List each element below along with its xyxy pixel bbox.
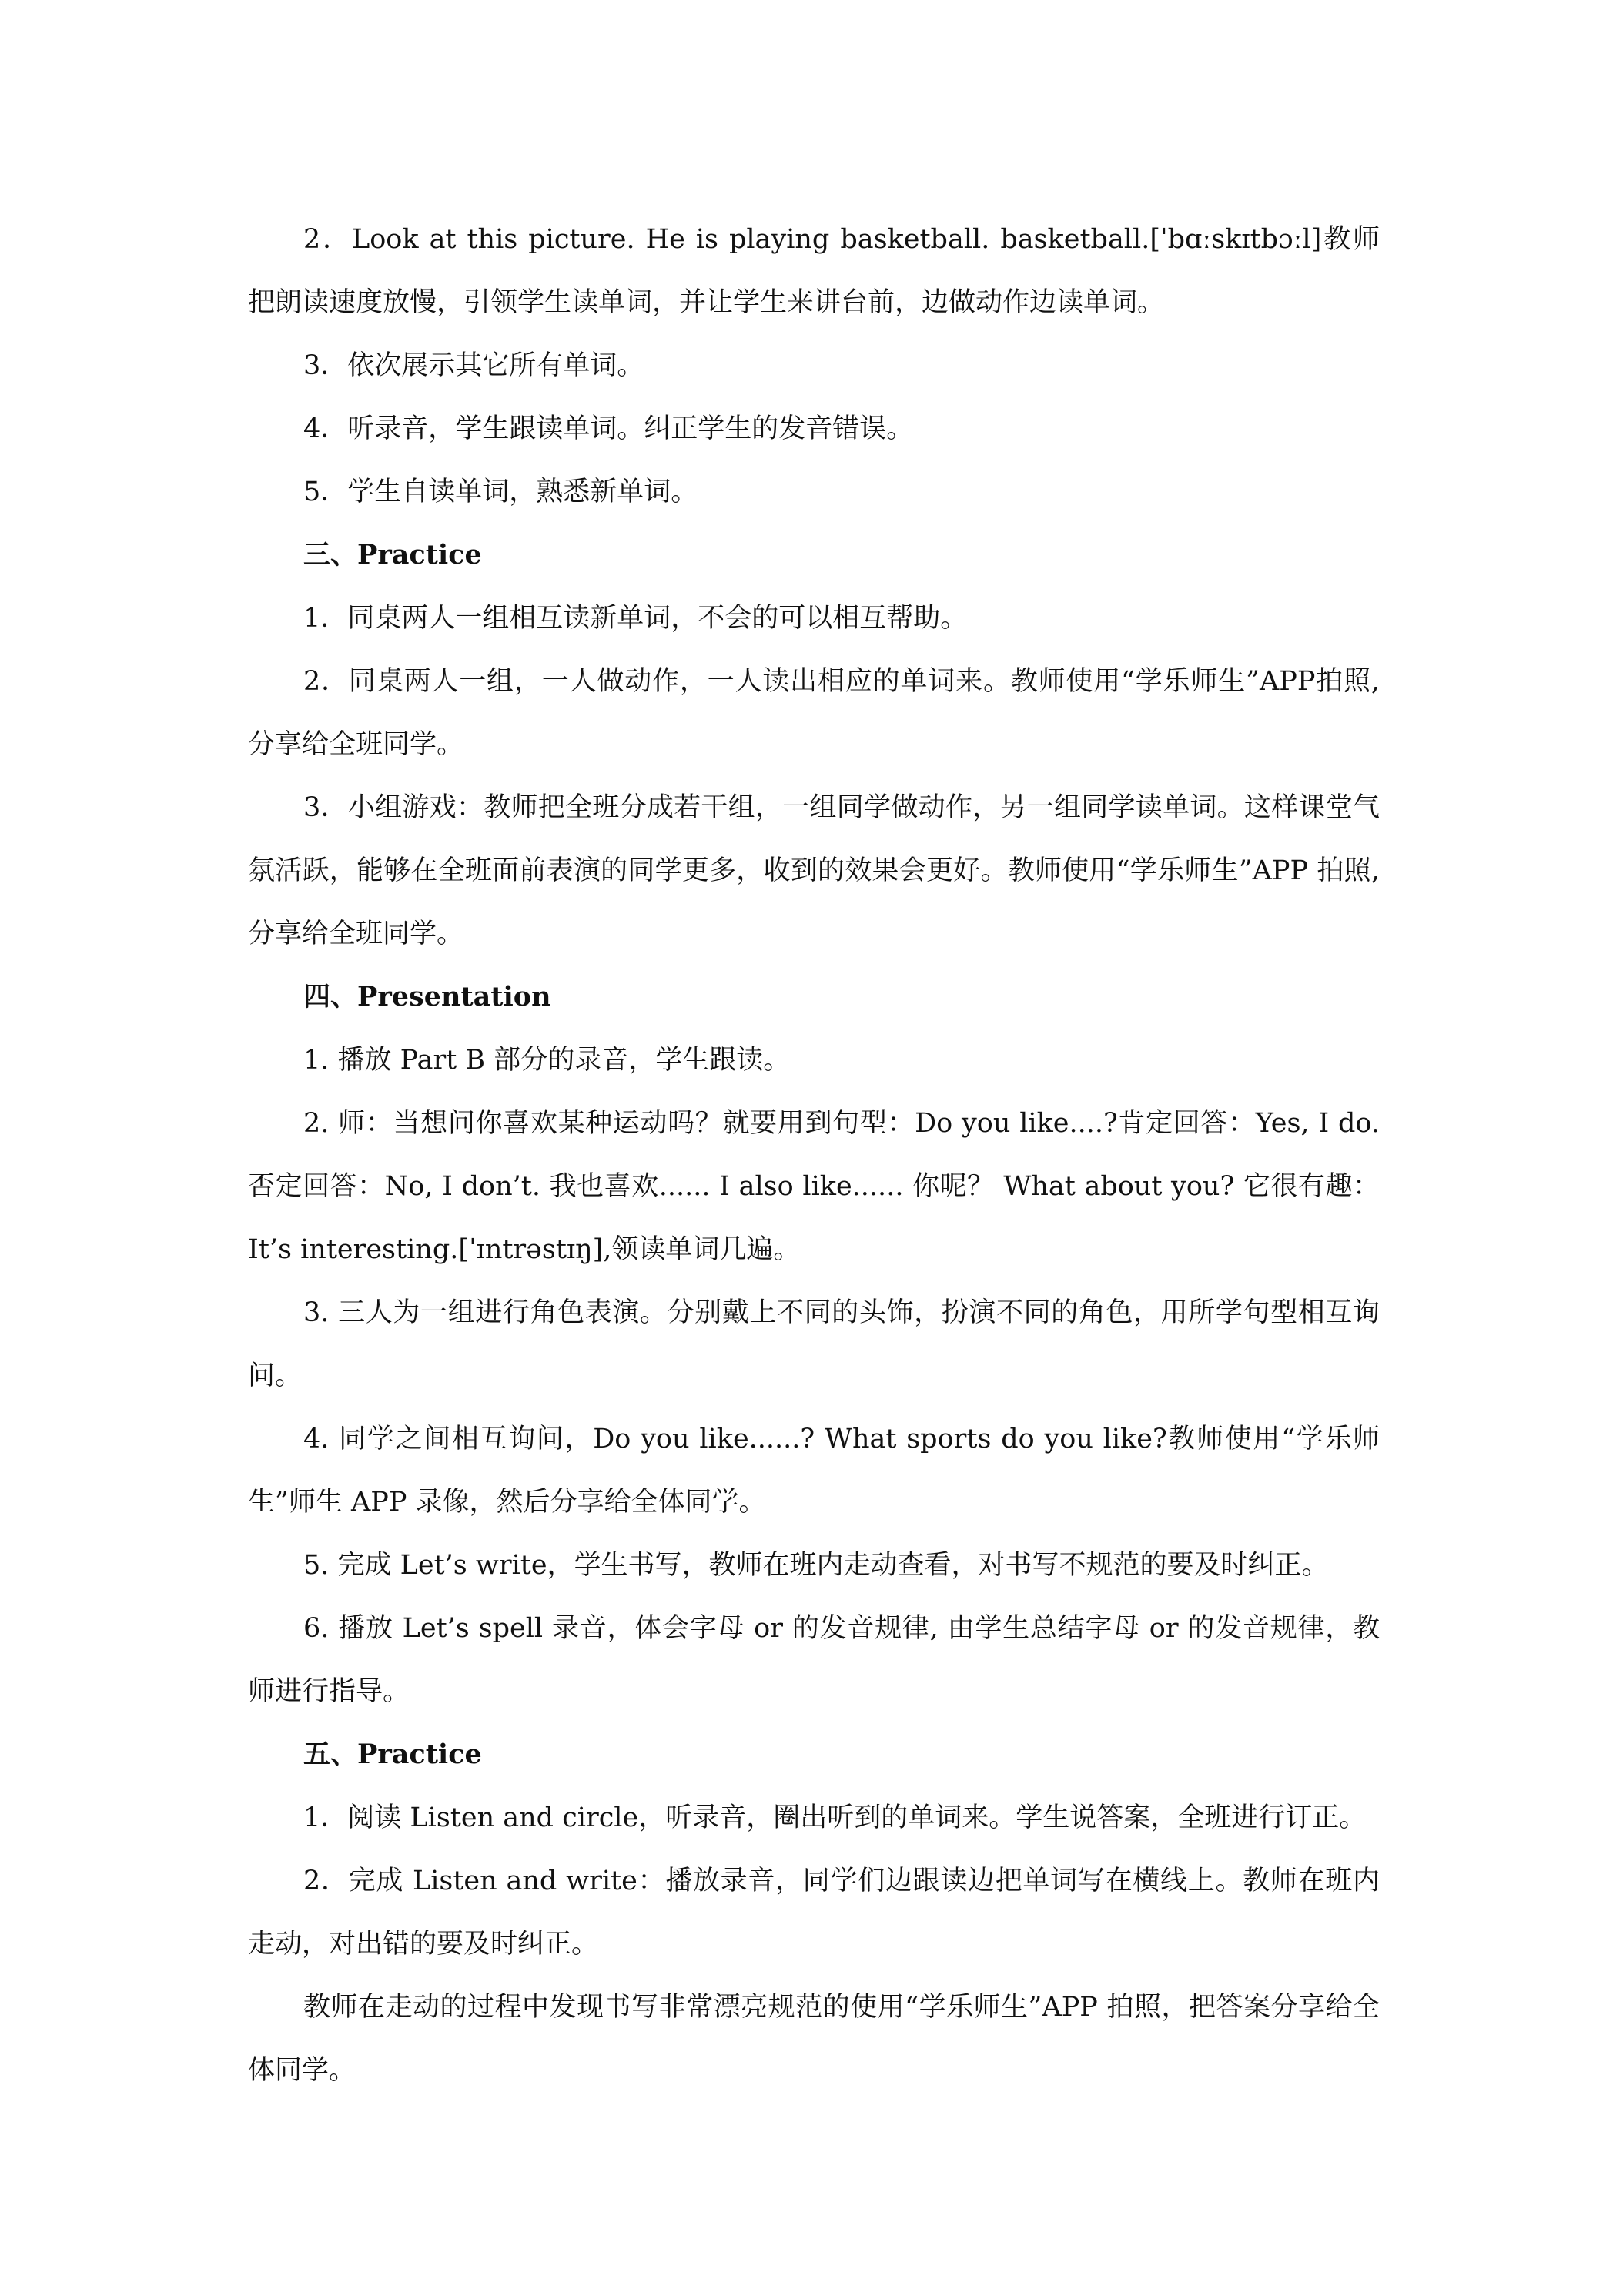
section-heading-practice-2: 五、Practice [303, 1739, 482, 1770]
document-body [248, 208, 1380, 2102]
paragraph-step-2-basketball: 2．Look at this picture. He is playing basketball. basketball.[ˈbɑːskɪtbɔːl]教师把朗读速度放慢，引领学生读单词，并让学生来讲台前，边做动作边读单词。 [248, 224, 1380, 318]
paragraph-presentation-3: 3. 三人为一组进行角色表演。分别戴上不同的头饰，扮演不同的角色，用所学句型相互询问。 [248, 1297, 1380, 1391]
paragraph-presentation-2: 2. 师：当想问你喜欢某种运动吗？就要用到句型：Do you like....?肯定回答：Yes, I do. 否定回答：No, I don’t. 我也喜欢...... I also like...... 你呢？ What about you? 它很有趣：It’s interesting.[ˈɪntrəstɪŋ],领读单词几遍。 [248, 1108, 1380, 1265]
paragraph-practice-1: 1．同桌两人一组相互读新单词，不会的可以相互帮助。 [303, 603, 968, 634]
paragraph-presentation-5: 5. 完成 Let’s write，学生书写，教师在班内走动查看，对书写不规范的要及时纠正。 [303, 1550, 1329, 1581]
paragraph-teacher-photo: 教师在走动的过程中发现书写非常漂亮规范的使用“学乐师生”APP 拍照，把答案分享给全体同学。 [248, 1992, 1380, 2086]
paragraph-practice-3: 3．小组游戏：教师把全班分成若干组，一组同学做动作，另一组同学读单词。这样课堂气氛活跃，能够在全班面前表演的同学更多，收到的效果会更好。教师使用“学乐师生”APP 拍照,分享给全班同学。 [248, 792, 1380, 949]
paragraph-presentation-4: 4. 同学之间相互询问，Do you like......? What sports do you like?教师使用“学乐师生”师生 APP 录像，然后分享给全体同学。 [248, 1424, 1380, 1518]
section-heading-presentation: 四、Presentation [303, 981, 551, 1012]
paragraph-practice-2: 2．同桌两人一组，一人做动作，一人读出相应的单词来。教师使用“学乐师生”APP拍照,分享给全班同学。 [248, 666, 1380, 760]
paragraph-practice2-1: 1．阅读 Listen and circle，听录音，圈出听到的单词来。学生说答案，全班进行订正。 [303, 1802, 1367, 1833]
paragraph-step-4-listen: 4．听录音，学生跟读单词。纠正学生的发音错误。 [303, 413, 914, 444]
section-heading-practice-1: 三、Practice [303, 539, 482, 571]
paragraph-step-3-show-words: 3．依次展示其它所有单词。 [303, 350, 644, 381]
paragraph-practice2-2: 2．完成 Listen and write：播放录音，同学们边跟读边把单词写在横线上。教师在班内走动，对出错的要及时纠正。 [248, 1866, 1380, 1960]
paragraph-presentation-6: 6. 播放 Let’s spell 录音，体会字母 or 的发音规律, 由学生总结字母 or 的发音规律，教师进行指导。 [248, 1613, 1380, 1707]
paragraph-presentation-1: 1. 播放 Part B 部分的录音，学生跟读。 [303, 1045, 791, 1076]
paragraph-step-5-self-read: 5．学生自读单词，熟悉新单词。 [303, 477, 698, 507]
